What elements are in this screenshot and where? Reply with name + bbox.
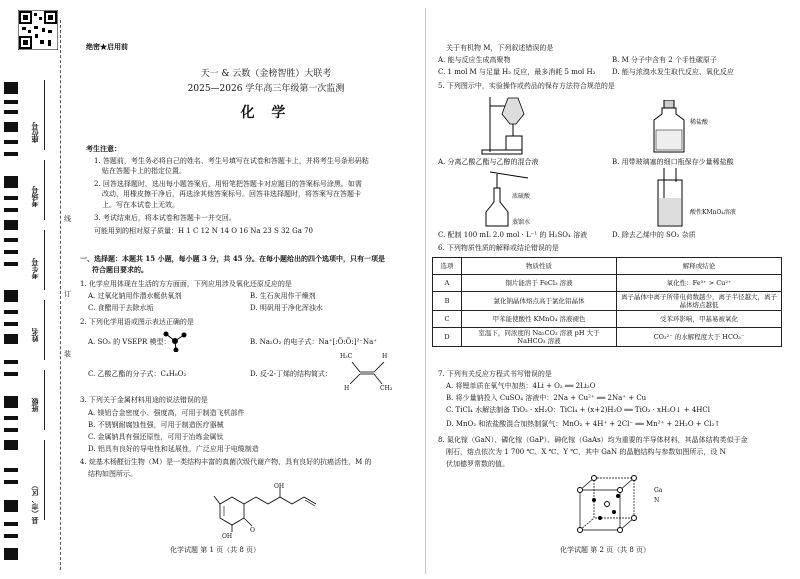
table-cell: 铜片能溶于 FeCl₃ 溶液 — [462, 275, 617, 292]
notice-line: 1. 答题前，考生务必将自己的姓名、考生号填写在试卷和答题卡上，并将考生号条形码粘 — [94, 157, 369, 165]
legend-ga: Ga — [654, 487, 663, 494]
kmno4-label: 酸性KMnO₄溶液 — [690, 209, 736, 216]
option: C. 食醋用于去除水垢 — [88, 304, 154, 312]
option: C. 1 mol M 与足量 H₂ 反应，最多消耗 5 mol H₂ — [438, 68, 596, 76]
table-header: 物质性质 — [462, 258, 617, 275]
binding-install-label: 装 — [64, 350, 71, 358]
molecule-m-structure: OH OH O — [200, 482, 330, 542]
hcl-label: 稀盐酸 — [690, 119, 709, 126]
section-title: 符合题目要求的。 — [92, 265, 148, 274]
binding-strip — [0, 0, 74, 579]
table-cell: CO₃²⁻ 的水解程度大于 HCO₃⁻ — [617, 328, 782, 347]
table-cell: C — [433, 311, 462, 328]
gas-washing-bottle-icon — [646, 168, 706, 230]
label-name: 姓名 — [30, 328, 39, 342]
question-stem: 2. 下列化学用语或图示表达正确的是 — [80, 318, 194, 326]
option: D. 明矾用于净化浑浊水 — [250, 304, 323, 312]
table-cell: 氯化钠晶体熔点高于氯化铝晶体 — [462, 292, 617, 311]
option: D. 除去乙烯中的 SO₂ 杂质 — [612, 231, 696, 239]
option: B. 不锈钢耐腐蚀性强，可用于制造医疗器械 — [88, 421, 224, 429]
option: A. 镁铝合金密度小、强度高，可用于制造飞机部件 — [88, 409, 245, 417]
table-cell: B — [433, 292, 462, 311]
page-title: 化 学 — [240, 105, 292, 121]
option: C. 金属钠具有强还原性，可用于冶炼金属钛 — [88, 433, 224, 441]
option: A. SO₃ 的 VSEPR 模型： — [88, 338, 171, 346]
volumetric-flask-icon — [476, 168, 546, 230]
notice-line: 上。写在本试卷上无效。 — [102, 201, 179, 209]
option: B. M 分子中含有 2 个手性碳原子 — [612, 56, 717, 64]
atomic-masses: 可能用到的相对原子质量：H 1 C 12 N 14 O 16 Na 23 S 32 Ga 70 — [94, 227, 314, 235]
question-stem: 伏加德罗常数的值。 — [446, 460, 509, 468]
notice-title: 考生注意： — [86, 144, 121, 153]
option: A. 能与反应生成高聚物 — [438, 56, 511, 64]
label-room: 考场号 — [30, 186, 39, 207]
question-stem: 1. 化学应用体现在生活的方方面面，下列应用涉及氧化还原反应的是 — [80, 280, 292, 288]
footer-right: 化学试题 第 2 页（共 8 页） — [560, 546, 651, 554]
question-stem: 结构如图所示。 — [88, 470, 137, 478]
option: C. 配制 100 mL 2.0 mol · L⁻¹ 的 H₂SO₄ 溶液 — [438, 231, 588, 239]
notice-line: 2. 回答选择题时，选出每小题答案后，用铅笔把答题卡对应题目的答案标号涂黑。如需 — [94, 180, 362, 188]
option: D. 能与浓溴水发生取代反应、氧化反应 — [612, 68, 734, 76]
footer-left: 化学试题 第 1 页（共 8 页） — [170, 546, 261, 554]
option: B. 用带玻璃塞的细口瓶保存少量稀盐酸 — [612, 158, 734, 166]
notice-line: 3. 考试结束后，将本试卷和答题卡一并交回。 — [94, 214, 236, 222]
notice-line: 改动，用橡皮擦干净后，再选涂其他答案标号。回答非选择题时，将答案写在答题卡 — [102, 190, 361, 198]
table-cell: 氧化性：Fe³⁺ > Cu²⁺ — [617, 275, 782, 292]
question-stem: 8. 氮化镓（GaN）、磷化镓（GaP）、砷化镓（GaAs）均为重要的半导体材料，其晶体结构类似于金 — [438, 436, 748, 444]
q6-table — [432, 257, 782, 347]
question-stem: 5. 下列图示中，实验操作或药品的保存方法符合规范的是 — [438, 82, 615, 90]
table-cell: 室温下，同浓度的 Na₂CO₃ 溶液 pH 大于 NaHCO₃ 溶液 — [462, 328, 617, 347]
label-seat: 座位号 — [30, 122, 39, 143]
question-stem: 6. 下列物质性质的解释或结论错误的是 — [438, 244, 559, 252]
option: A. 将锂单质在氧气中加热：4Li + O₂ ══ 2Li₂O — [446, 382, 596, 390]
notice-line: 贴在答题卡上的指定位置。 — [102, 167, 186, 175]
binding-order-label: 订 — [64, 290, 71, 298]
option: A. 分离乙酸乙酯与乙醇的混合液 — [438, 158, 539, 166]
water-label: 蒸馏水 — [512, 219, 531, 226]
separatory-funnel-apparatus — [480, 92, 550, 156]
option: D. 铝具有良好的导电性和延展性，广泛应用于电缆制造 — [88, 445, 259, 453]
binding-line-label: 线 — [64, 215, 71, 223]
qr-code-icon — [18, 10, 58, 50]
exam-org: 天一 & 云数（金榜智胜）大联考 — [200, 69, 332, 79]
gan-unit-cell-icon — [570, 470, 650, 536]
option: B. 生石灰用作干燥剂 — [250, 292, 316, 300]
label-county: 县（市、区） — [30, 482, 39, 524]
question-stem: 3. 下列关于金属材料用途的说法错误的是 — [80, 396, 208, 404]
table-header: 选项 — [433, 258, 462, 275]
vsepr-model-icon — [162, 330, 188, 352]
section-title: 一、选择题：本题共 15 小题，每小题 3 分，共 45 分。在每小题给出的四个选项中，只有一项是 — [80, 254, 385, 263]
table-cell: 受苯环影响，甲基易被氧化 — [617, 311, 782, 328]
question-stem: 刚石，熔点依次为 1 700 ℃、X ℃、Y ℃，其中 GaN 的晶胞结构与参数如图所示，设 N — [446, 448, 726, 456]
table-cell: D — [433, 328, 462, 347]
table-cell: A — [433, 275, 462, 292]
exam-year: 2025—2026 学年高三年级第一次监测 — [187, 84, 345, 94]
option: A. 过氧化钠用作潜水艇供氧剂 — [88, 292, 182, 300]
option: C. TiCl₄ 水解法制备 TiO₂ · xH₂O：TiCl₄ + (x+2)H₂O ══ TiO₂ · xH₂O↓ + 4HCl — [446, 406, 710, 414]
table-cell: 甲苯能使酸性 KMnO₄ 溶液褪色 — [462, 311, 617, 328]
option: D. MnO₂ 和浓盐酸混合加热制氯气：MnO₂ + 4H⁺ + 2Cl⁻ ══ Mn²⁺ + 2H₂O + Cl₂↑ — [446, 420, 721, 428]
option: D. 反-2-丁烯的结构简式： — [250, 370, 332, 378]
option: B. Na₂O₂ 的电子式：Na⁺[:Ö:Ö:]²⁻Na⁺ — [250, 338, 377, 346]
option: B. 将少量钠投入 CuSO₄ 溶液中：2Na + Cu²⁺ ══ 2Na⁺ + Cu — [446, 394, 647, 402]
secret-mark: 绝密★启用前 — [86, 42, 128, 51]
question-stem: 7. 下列有关反应方程式书写错误的是 — [438, 370, 552, 378]
conc-acid-label: 浓硫酸 — [512, 193, 531, 200]
option: C. 乙酸乙酯的分子式：C₄H₈O₂ — [88, 370, 187, 378]
reagent-bottle-icon — [648, 100, 698, 156]
table-header: 解释或结论 — [617, 258, 782, 275]
table-cell: 离子晶体中离子所带电荷数越少，离子半径越大，离子晶体熔点越低 — [617, 292, 782, 311]
label-class: 班级 — [30, 398, 39, 412]
legend-n: N — [654, 497, 660, 504]
question-stem: 关于有机物 M，下列叙述错误的是 — [446, 44, 554, 52]
trans-2-butene-structure: H₃C H H CH₃ — [340, 353, 393, 392]
question-stem: 4. 烷基木杨醛衍生物（M）是一类结构丰富的真菌次级代谢产物，具有良好的抗癌活性，M 的 — [80, 458, 372, 466]
label-examinee-no: 考生号 — [30, 258, 39, 279]
